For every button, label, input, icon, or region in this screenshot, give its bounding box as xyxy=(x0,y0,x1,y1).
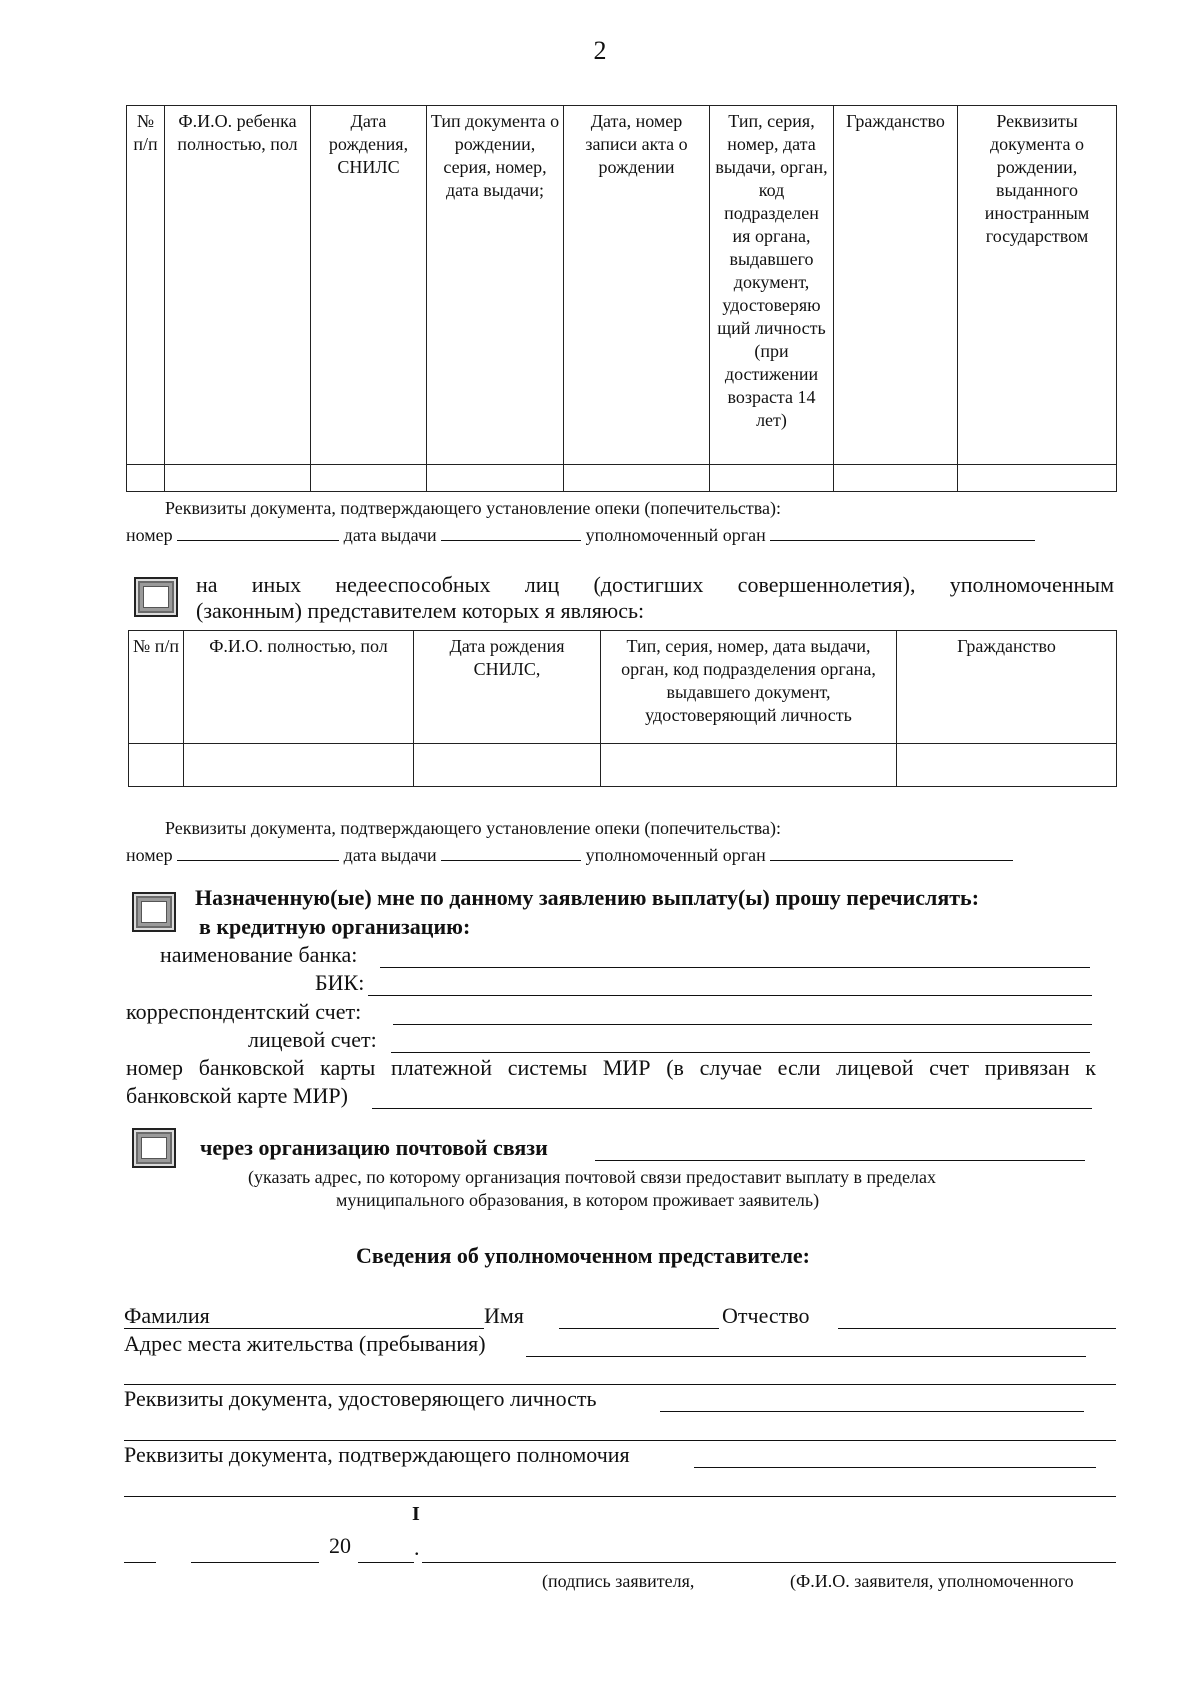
number-field[interactable] xyxy=(177,520,339,541)
children-table xyxy=(126,105,1117,492)
authority-label: уполномоченный орган xyxy=(585,845,766,865)
guardianship-fields xyxy=(126,840,1013,866)
guardianship-fields xyxy=(126,520,1035,546)
bik-field[interactable] xyxy=(368,995,1092,996)
card-number-field[interactable] xyxy=(372,1108,1092,1109)
table-header: Реквизиты документа о рождении, выданного иностранным государством xyxy=(958,106,1117,465)
post-note-line2: муниципального образования, в котором проживает заявитель) xyxy=(336,1190,820,1210)
table-header: Ф.И.О. ребенка полностью, пол xyxy=(165,106,311,465)
number-label: номер xyxy=(126,525,173,545)
table-header: № п/п xyxy=(127,106,165,465)
incapable-text-line1: на иных недееспособных лиц (достигших совершеннолетия), уполномоченным xyxy=(196,572,1114,597)
bik-label: БИК: xyxy=(315,970,365,995)
table-cell[interactable] xyxy=(601,744,897,787)
table-header: Дата рождения, СНИЛС xyxy=(311,106,427,465)
number-field[interactable] xyxy=(177,840,339,861)
bank-payment-line2: в кредитную организацию: xyxy=(199,914,471,939)
date-field[interactable] xyxy=(441,520,581,541)
footer-mark: I xyxy=(412,1503,420,1525)
patronymic-label: Отчество xyxy=(722,1303,810,1328)
table-header: Дата, номер записи акта о рождении xyxy=(564,106,710,465)
table-header: Тип, серия, номер, дата выдачи, орган, код подразделения органа, выдавшего документ, удостоверяющий личность xyxy=(601,631,897,744)
table-header: Ф.И.О. полностью, пол xyxy=(184,631,414,744)
date-dot: . xyxy=(414,1535,420,1560)
bank-payment-checkbox[interactable] xyxy=(132,892,176,932)
post-address-field[interactable] xyxy=(595,1160,1085,1161)
table-header: № п/п xyxy=(129,631,184,744)
authority-doc-label: Реквизиты документа, подтверждающего полномочия xyxy=(124,1442,630,1467)
table-cell[interactable] xyxy=(414,744,601,787)
bank-name-field[interactable] xyxy=(380,967,1090,968)
table-header: Гражданство xyxy=(834,106,958,465)
surname-label: Фамилия xyxy=(124,1303,210,1328)
table-row xyxy=(129,744,1117,787)
incapable-checkbox[interactable] xyxy=(134,577,178,617)
table-header: Гражданство xyxy=(897,631,1117,744)
day-field[interactable] xyxy=(124,1562,156,1563)
table-cell[interactable] xyxy=(710,465,834,492)
authority-doc-field[interactable] xyxy=(694,1467,1096,1468)
table-cell[interactable] xyxy=(165,465,311,492)
post-payment-label: через организацию почтовой связи xyxy=(200,1135,548,1160)
card-line1: номер банковской карты платежной системы МИР (в случае если лицевой счет привязан к xyxy=(126,1055,1096,1080)
personal-account-field[interactable] xyxy=(391,1052,1090,1053)
table-cell[interactable] xyxy=(958,465,1117,492)
guardianship-title: Реквизиты документа, подтверждающего установление опеки (попечительства): xyxy=(165,498,781,518)
address-label: Адрес места жительства (пребывания) xyxy=(124,1331,486,1356)
authority-label: уполномоченный орган xyxy=(585,525,766,545)
table-row xyxy=(127,465,1117,492)
authority-doc-field-line2[interactable] xyxy=(124,1496,1116,1497)
date-field[interactable] xyxy=(441,840,581,861)
authority-field[interactable] xyxy=(770,840,1013,861)
year-field[interactable] xyxy=(358,1562,414,1563)
year-prefix: 20 xyxy=(329,1533,351,1558)
incapable-text-line2: (законным) представителем которых я являюсь: xyxy=(196,598,645,623)
table-cell[interactable] xyxy=(834,465,958,492)
address-field[interactable] xyxy=(526,1356,1086,1357)
authority-field[interactable] xyxy=(770,520,1035,541)
table-cell[interactable] xyxy=(127,465,165,492)
table-header: Тип документа о рождении, серия, номер, дата выдачи; xyxy=(427,106,564,465)
bank-name-label: наименование банка: xyxy=(160,942,358,967)
guardianship-title: Реквизиты документа, подтверждающего установление опеки (попечительства): xyxy=(165,818,781,838)
fio-caption: (Ф.И.О. заявителя, уполномоченного xyxy=(790,1571,1074,1591)
table-cell[interactable] xyxy=(184,744,414,787)
patronymic-field[interactable] xyxy=(838,1328,1116,1329)
corr-account-field[interactable] xyxy=(393,1024,1092,1025)
page-number: 2 xyxy=(593,36,607,65)
representative-heading: Сведения об уполномоченном представителе: xyxy=(356,1243,811,1268)
corr-account-label: корреспондентский счет: xyxy=(126,999,362,1024)
name-label: Имя xyxy=(484,1303,524,1328)
table-header: Дата рождения СНИЛС, xyxy=(414,631,601,744)
bank-payment-line1: Назначенную(ые) мне по данному заявлению выплату(ы) прошу перечислять: xyxy=(195,885,980,910)
post-payment-checkbox[interactable] xyxy=(132,1128,176,1168)
table-header: Тип, серия, номер, дата выдачи, орган, код подразделен ия органа, выдавшего документ, удостоверяю щий личность (при достижении возраста 14 лет) xyxy=(710,106,834,465)
signature-caption: (подпись заявителя, xyxy=(542,1571,695,1591)
id-doc-label: Реквизиты документа, удостоверяющего личность xyxy=(124,1386,597,1411)
table-cell[interactable] xyxy=(311,465,427,492)
table-cell[interactable] xyxy=(564,465,710,492)
signature-field[interactable] xyxy=(422,1562,1116,1563)
id-doc-field[interactable] xyxy=(660,1411,1084,1412)
table-cell[interactable] xyxy=(897,744,1117,787)
number-label: номер xyxy=(126,845,173,865)
table-cell[interactable] xyxy=(129,744,184,787)
date-label: дата выдачи xyxy=(343,525,437,545)
table-cell[interactable] xyxy=(427,465,564,492)
personal-account-label: лицевой счет: xyxy=(248,1027,377,1052)
date-label: дата выдачи xyxy=(343,845,437,865)
name-field[interactable] xyxy=(559,1328,719,1329)
post-note-line1: (указать адрес, по которому организация почтовой связи предоставит выплату в пределах xyxy=(248,1167,936,1187)
card-line2: банковской карте МИР) xyxy=(126,1083,348,1108)
incapable-table xyxy=(128,630,1117,787)
month-field[interactable] xyxy=(191,1562,319,1563)
surname-field[interactable] xyxy=(124,1328,484,1329)
